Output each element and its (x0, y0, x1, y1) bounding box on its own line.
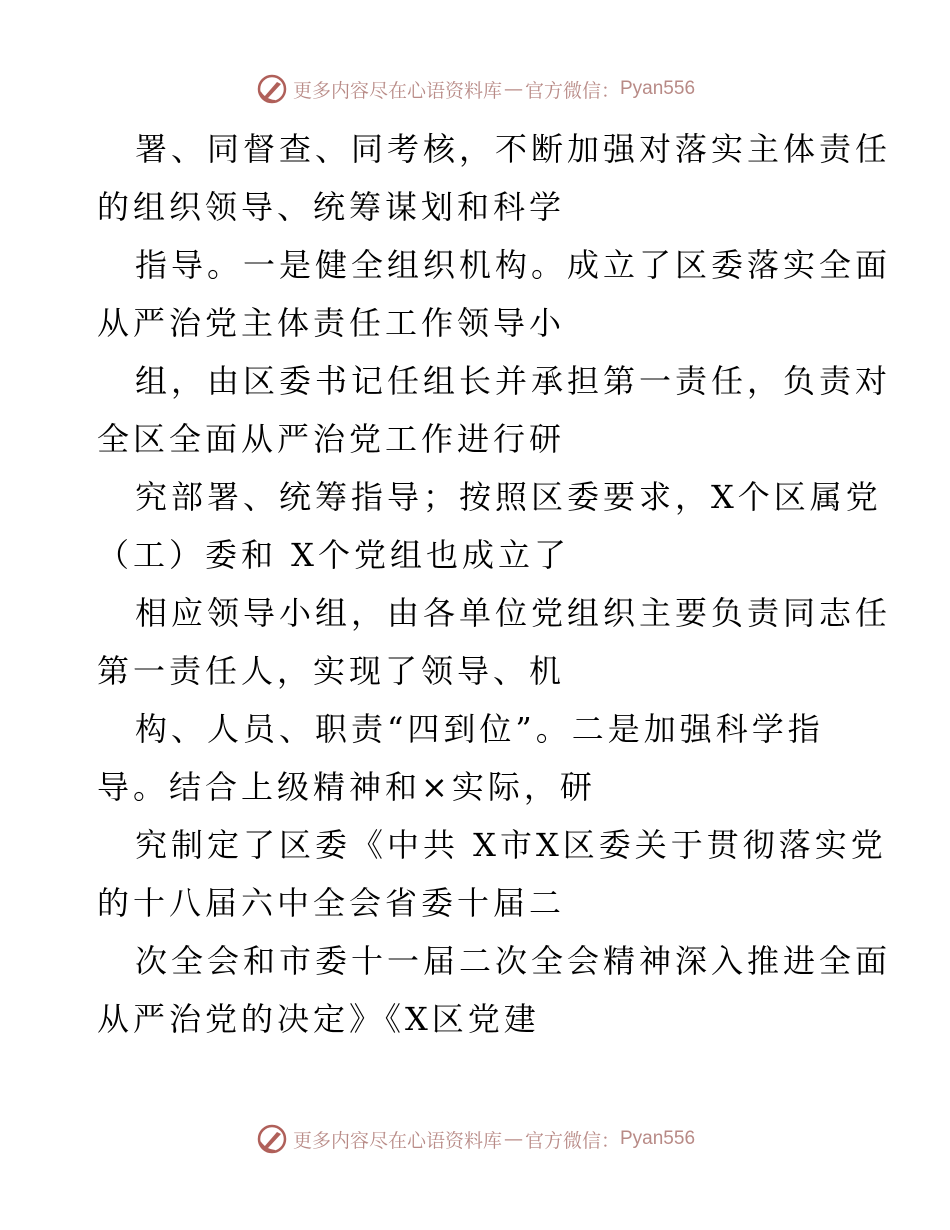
text-line: （工）委和 X个党组也成立了 (97, 536, 570, 574)
watermark-account: Pyan556 (620, 1128, 696, 1149)
text-line: 究制定了区委《中共 X市X区委关于贯彻落实党 (135, 826, 887, 864)
text-line: 从严治党的决定》《X区党建 (97, 1000, 540, 1038)
text-line: 全区全面从严治党工作进行研 (97, 420, 566, 458)
text-line: 组，由区委书记任组长并承担第一责任，负责对 (135, 362, 892, 400)
text-line: 从严治党主体责任工作领导小 (97, 304, 566, 342)
watermark-separator: — (503, 78, 523, 100)
text-line: 第一责任人，实现了领导、机 (97, 652, 566, 690)
document-body (97, 120, 892, 1048)
quill-circle-icon (255, 1122, 289, 1156)
watermark-separator: — (503, 1128, 523, 1150)
watermark-text: 更多内容尽在心语资料库 (292, 1129, 502, 1152)
watermark-text: 更多内容尽在心语资料库 (292, 79, 502, 102)
text-line: 的十八届六中全会省委十届二 (97, 884, 566, 922)
text-line: 导。结合上级精神和×实际，研 (97, 768, 596, 806)
watermark-official: 官方微信： (524, 79, 620, 102)
header-watermark (0, 72, 950, 106)
text-line: 究部署、统筹指导；按照区委要求，X个区属党 (135, 478, 882, 516)
text-line: 构、人员、职责“四到位”。二是加强科学指 (135, 710, 824, 748)
text-line: 的组织领导、统筹谋划和科学 (97, 188, 566, 226)
watermark-official: 官方微信： (524, 1129, 620, 1152)
text-line: 指导。一是健全组织机构。成立了区委落实全面 (135, 246, 892, 284)
quill-circle-icon (255, 72, 289, 106)
text-line: 相应领导小组，由各单位党组织主要负责同志任 (135, 594, 892, 632)
footer-watermark (0, 1122, 950, 1156)
text-line: 次全会和市委十一届二次全会精神深入推进全面 (135, 942, 892, 980)
text-line: 署、同督查、同考核，不断加强对落实主体责任 (135, 130, 892, 168)
watermark-account: Pyan556 (620, 78, 696, 99)
